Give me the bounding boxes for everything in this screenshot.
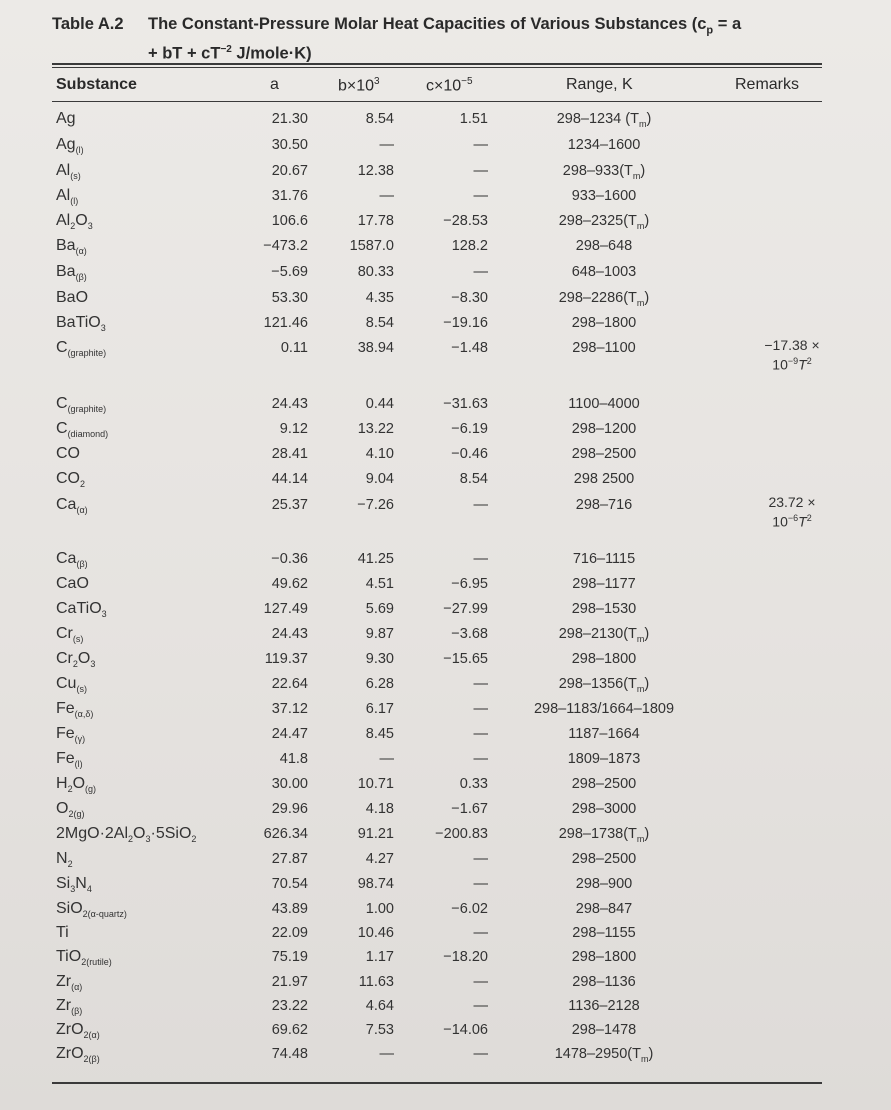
- cell-b: 0.44: [365, 396, 394, 412]
- cell-a: 22.64: [271, 676, 308, 692]
- cell-range: 648–1003: [571, 264, 637, 280]
- cell-substance: $Cr_2O_3$: [56, 650, 96, 670]
- cell-a: 20.67: [271, 163, 308, 179]
- cell-substance: $2MgO\cdot 2Al_2O_3\cdot 5SiO_2$: [56, 825, 197, 845]
- cell-b: 7.53: [365, 1022, 394, 1038]
- cell-range: 298–2500: [571, 446, 637, 462]
- table-row: [0, 235, 891, 259]
- table-row: [0, 185, 891, 209]
- cell-a: 43.89: [271, 901, 308, 917]
- table-row: [0, 922, 891, 946]
- header-c: $c\times 10^{-5}$: [426, 76, 473, 95]
- cell-c: —: [473, 1046, 488, 1062]
- cell-a: 626.34: [263, 826, 308, 842]
- cell-range: 298–1183/1664–1809: [533, 701, 675, 717]
- cell-range: 298–847: [575, 901, 633, 917]
- cell-range: 298–716: [575, 497, 633, 513]
- cell-b: —: [379, 137, 394, 153]
- cell-b: 6.28: [365, 676, 394, 692]
- table-label: Table A.2: [52, 15, 124, 33]
- cell-substance: ZrO$_{2(\beta)}$: [56, 1045, 100, 1065]
- table-row: [0, 548, 891, 572]
- cell-c: −31.63: [443, 396, 488, 412]
- cell-b: 8.45: [365, 726, 394, 742]
- cell-range: 298–1136: [572, 974, 636, 990]
- cell-substance: $Ba_{(\beta)}$: [56, 263, 87, 283]
- cell-b: —: [379, 1046, 394, 1062]
- cell-c: −6.95: [451, 576, 488, 592]
- cell-substance: $Zr_{(\alpha)}$: [56, 973, 83, 993]
- cell-a: 49.62: [271, 576, 308, 592]
- table-row: [0, 337, 891, 373]
- cell-substance: $Ca_{(\beta)}$: [56, 550, 88, 570]
- cell-a: 23.22: [271, 998, 308, 1014]
- cell-c: —: [473, 137, 488, 153]
- cell-a: 44.14: [271, 471, 308, 487]
- table-row: [0, 723, 891, 747]
- table-row: [0, 898, 891, 922]
- cell-c: −19.16: [443, 315, 488, 331]
- table-row: [0, 971, 891, 995]
- cell-b: 9.87: [365, 626, 394, 642]
- cell-range: 1187–1664: [568, 726, 640, 742]
- cell-range: 933–1600: [571, 188, 637, 204]
- cell-c: −14.06: [443, 1022, 488, 1038]
- cell-c: −28.53: [443, 213, 488, 229]
- cell-range: $1478-2950(T_m)$: [554, 1046, 654, 1064]
- cell-substance: $Zr_{(\beta)}$: [56, 997, 83, 1017]
- cell-b: 41.25: [357, 551, 394, 567]
- cell-b: 17.78: [357, 213, 394, 229]
- cell-a: 29.96: [271, 801, 308, 817]
- cell-range: $298-1738(T_m)$: [558, 826, 650, 844]
- cell-remarks: −17.38 × $10^{-9}T^2$: [764, 337, 820, 373]
- cell-c: —: [473, 163, 488, 179]
- cell-range: 298–1155: [572, 925, 636, 941]
- cell-a: 106.6: [271, 213, 308, 229]
- table-row: [0, 312, 891, 336]
- table-row: [0, 1019, 891, 1043]
- table-row: [0, 443, 891, 467]
- cell-b: 12.38: [357, 163, 394, 179]
- cell-c: —: [473, 497, 488, 513]
- cell-b: −7.26: [357, 497, 394, 513]
- cell-b: 1.00: [365, 901, 394, 917]
- cell-substance: $Cr_{(s)}$: [56, 625, 84, 645]
- cell-b: 5.69: [365, 601, 394, 617]
- table-row: [0, 823, 891, 847]
- cell-c: —: [473, 925, 488, 941]
- cell-a: 22.09: [271, 925, 308, 941]
- cell-substance: CaO: [56, 575, 89, 592]
- cell-substance: $Ba_{(\alpha)}$: [56, 237, 87, 257]
- cell-c: −1.67: [451, 801, 488, 817]
- cell-substance: $N_2$: [56, 850, 73, 870]
- cell-a: −5.69: [271, 264, 308, 280]
- cell-range: 298–2500: [571, 851, 637, 867]
- cell-a: −0.36: [271, 551, 308, 567]
- cell-b: 1587.0: [349, 238, 394, 254]
- cell-a: 127.49: [263, 601, 308, 617]
- table-row: [0, 393, 891, 417]
- table-row: [0, 134, 891, 158]
- cell-c: −0.46: [451, 446, 488, 462]
- cell-substance: CO: [56, 445, 80, 462]
- cell-c: −27.99: [443, 601, 488, 617]
- table-caption: [52, 14, 852, 64]
- cell-range: 1136–2128: [568, 998, 640, 1014]
- cell-b: 38.94: [357, 340, 394, 356]
- cell-c: —: [473, 188, 488, 204]
- cell-range: 298–3000: [571, 801, 637, 817]
- cell-c: −6.19: [451, 421, 488, 437]
- bottom-rule: [52, 1082, 822, 1084]
- cell-a: 25.37: [271, 497, 308, 513]
- table-row: [0, 494, 891, 530]
- cell-substance: $C_{(graphite)}$: [56, 395, 107, 415]
- header-range: Range, K: [566, 76, 633, 93]
- cell-substance: Ag: [56, 110, 76, 127]
- cell-c: −1.48: [451, 340, 488, 356]
- table-row: [0, 573, 891, 597]
- cell-b: 6.17: [365, 701, 394, 717]
- cell-b: 10.71: [357, 776, 394, 792]
- cell-range: 298–1530: [571, 601, 637, 617]
- cell-range: 298–1234 $(T_m)$: [556, 111, 652, 129]
- cell-c: −18.20: [443, 949, 488, 965]
- table-row: [0, 160, 891, 184]
- cell-c: —: [473, 751, 488, 767]
- cell-a: 24.47: [271, 726, 308, 742]
- cell-b: 91.21: [357, 826, 394, 842]
- cell-b: 8.54: [365, 315, 394, 331]
- cell-substance: $Al_2O_3$: [56, 212, 93, 232]
- cell-a: 53.30: [271, 290, 308, 306]
- cell-c: −3.68: [451, 626, 488, 642]
- cell-a: 24.43: [271, 396, 308, 412]
- cell-range: 298–1800: [571, 949, 637, 965]
- cell-b: 1.17: [365, 949, 394, 965]
- cell-substance: $C_{(graphite)}$: [56, 339, 107, 359]
- cell-a: 74.48: [271, 1046, 308, 1062]
- cell-substance: $O_{2(g)}$: [56, 800, 85, 820]
- cell-range: $298-2325(T_m)$: [558, 213, 650, 231]
- table-row: [0, 748, 891, 772]
- top-rule: [52, 63, 822, 65]
- cell-c: —: [473, 676, 488, 692]
- cell-c: 0.33: [459, 776, 488, 792]
- cell-c: −200.83: [435, 826, 488, 842]
- cell-range: 298–1800: [571, 651, 637, 667]
- table-row: [0, 798, 891, 822]
- cell-a: 0.11: [280, 340, 308, 356]
- table-row: [0, 261, 891, 285]
- cell-substance: $Ag_{(l)}$: [56, 136, 84, 156]
- cell-range: 298–1100: [572, 340, 636, 356]
- cell-substance: BaO: [56, 289, 89, 306]
- table-row: [0, 848, 891, 872]
- cell-substance: TiO$_{2(rutile)}$: [56, 948, 112, 968]
- cell-a: 21.30: [271, 111, 308, 127]
- cell-range: $298-2130(T_m)$: [558, 626, 650, 644]
- top-rule-thin: [52, 67, 822, 68]
- table-row: [0, 946, 891, 970]
- cell-substance: $Ca_{(\alpha)}$: [56, 496, 88, 516]
- cell-c: —: [473, 701, 488, 717]
- cell-c: —: [473, 551, 488, 567]
- table-row: [0, 598, 891, 622]
- cell-a: 21.97: [271, 974, 308, 990]
- cell-range: 298–648: [575, 238, 633, 254]
- cell-range: 1234–1600: [567, 137, 641, 153]
- table-row: [0, 108, 891, 132]
- cell-range: 1100–4000: [568, 396, 640, 412]
- cell-substance: $Al_{(s)}$: [56, 162, 81, 182]
- cell-c: 1.51: [459, 111, 488, 127]
- cell-a: 30.50: [271, 137, 308, 153]
- cell-a: 70.54: [271, 876, 308, 892]
- table-row: [0, 418, 891, 442]
- cell-range: 716–1115: [572, 551, 636, 567]
- cell-c: —: [473, 876, 488, 892]
- table-row: [0, 468, 891, 492]
- cell-a: 41.8: [279, 751, 308, 767]
- cell-a: 27.87: [271, 851, 308, 867]
- cell-b: 11.63: [358, 974, 394, 990]
- cell-c: −6.02: [451, 901, 488, 917]
- header-substance: Substance: [56, 76, 137, 93]
- cell-range: 298–1200: [571, 421, 637, 437]
- cell-c: 128.2: [451, 238, 488, 254]
- cell-a: 28.41: [271, 446, 308, 462]
- cell-c: —: [473, 264, 488, 280]
- cell-b: 10.46: [357, 925, 394, 941]
- table-row: [0, 773, 891, 797]
- cell-substance: ZrO$_{2(\alpha)}$: [56, 1021, 100, 1041]
- header-rule: [52, 101, 822, 102]
- cell-b: —: [379, 751, 394, 767]
- cell-range: 298–900: [575, 876, 633, 892]
- cell-b: 9.04: [365, 471, 394, 487]
- cell-c: 8.54: [459, 471, 488, 487]
- table-row: [0, 698, 891, 722]
- cell-substance: BaTiO$_3$: [56, 314, 106, 334]
- cell-b: 9.30: [365, 651, 394, 667]
- cell-remarks: 23.72 × $10^{-6}T^2$: [768, 494, 816, 530]
- table-row: [0, 873, 891, 897]
- cell-a: 69.62: [271, 1022, 308, 1038]
- cell-substance: $Al_{(l)}$: [56, 187, 79, 207]
- cell-range: 298–1177: [572, 576, 636, 592]
- cell-b: 98.74: [357, 876, 394, 892]
- cell-b: 4.51: [365, 576, 394, 592]
- cell-a: 31.76: [271, 188, 308, 204]
- cell-a: 37.12: [271, 701, 308, 717]
- caption-title-line1: The Constant-Pressure Molar Heat Capacities of Various Substances ($c_p = a$: [148, 15, 742, 37]
- cell-c: —: [473, 726, 488, 742]
- cell-range: 298 2500: [573, 471, 635, 487]
- cell-a: 30.00: [271, 776, 308, 792]
- cell-b: 4.64: [365, 998, 394, 1014]
- cell-c: —: [473, 851, 488, 867]
- table-row: [0, 673, 891, 697]
- header-remarks: Remarks: [735, 76, 800, 93]
- cell-substance: Ti: [56, 924, 69, 941]
- cell-b: 4.27: [365, 851, 394, 867]
- cell-a: 121.46: [263, 315, 308, 331]
- cell-substance: $Fe_{(l)}$: [56, 750, 83, 770]
- table-row: [0, 623, 891, 647]
- cell-range: 298–2500: [571, 776, 637, 792]
- cell-c: −8.30: [451, 290, 488, 306]
- cell-range: $298-2286(T_m)$: [558, 290, 650, 308]
- cell-a: −473.2: [263, 238, 308, 254]
- cell-substance: $Cu_{(s)}$: [56, 675, 87, 695]
- table-row: [0, 210, 891, 234]
- cell-range: $298-933(T_m)$: [562, 163, 646, 181]
- header-a: a: [270, 76, 279, 93]
- header-b: $b\times 10^3$: [338, 76, 380, 95]
- cell-substance: $CO_2$: [56, 470, 86, 490]
- cell-c: −15.65: [443, 651, 488, 667]
- cell-range: 1809–1873: [567, 751, 641, 767]
- cell-substance: $Si_3N_4$: [56, 875, 92, 895]
- cell-b: 80.33: [357, 264, 394, 280]
- cell-range: 298–1800: [571, 315, 637, 331]
- cell-c: —: [473, 998, 488, 1014]
- table-row: [0, 995, 891, 1019]
- cell-b: 4.35: [365, 290, 394, 306]
- table-row: [0, 287, 891, 311]
- cell-substance: $H_2O_{(g)}$: [56, 775, 97, 795]
- cell-a: 24.43: [271, 626, 308, 642]
- table-row: [0, 648, 891, 672]
- caption-title-line2: + bT + $cT^{-2}$ J/mole·K): [148, 44, 312, 63]
- cell-substance: $C_{(diamond)}$: [56, 420, 109, 440]
- cell-range: 298–1478: [571, 1022, 637, 1038]
- cell-b: 4.18: [365, 801, 394, 817]
- table-row: [0, 1043, 891, 1067]
- cell-substance: SiO$_{2(\alpha-quartz)}$: [56, 900, 127, 920]
- cell-a: 75.19: [271, 949, 308, 965]
- cell-b: —: [379, 188, 394, 204]
- cell-substance: CaTiO$_3$: [56, 600, 107, 620]
- cell-b: 13.22: [357, 421, 394, 437]
- cell-a: 119.37: [264, 651, 308, 667]
- cell-b: 4.10: [365, 446, 394, 462]
- cell-a: 9.12: [279, 421, 308, 437]
- cell-c: —: [473, 974, 488, 990]
- cell-substance: $Fe_{(\alpha,\delta)}$: [56, 700, 94, 720]
- cell-range: $298-1356(T_m)$: [558, 676, 650, 694]
- cell-substance: $Fe_{(\gamma)}$: [56, 725, 86, 745]
- cell-b: 8.54: [365, 111, 394, 127]
